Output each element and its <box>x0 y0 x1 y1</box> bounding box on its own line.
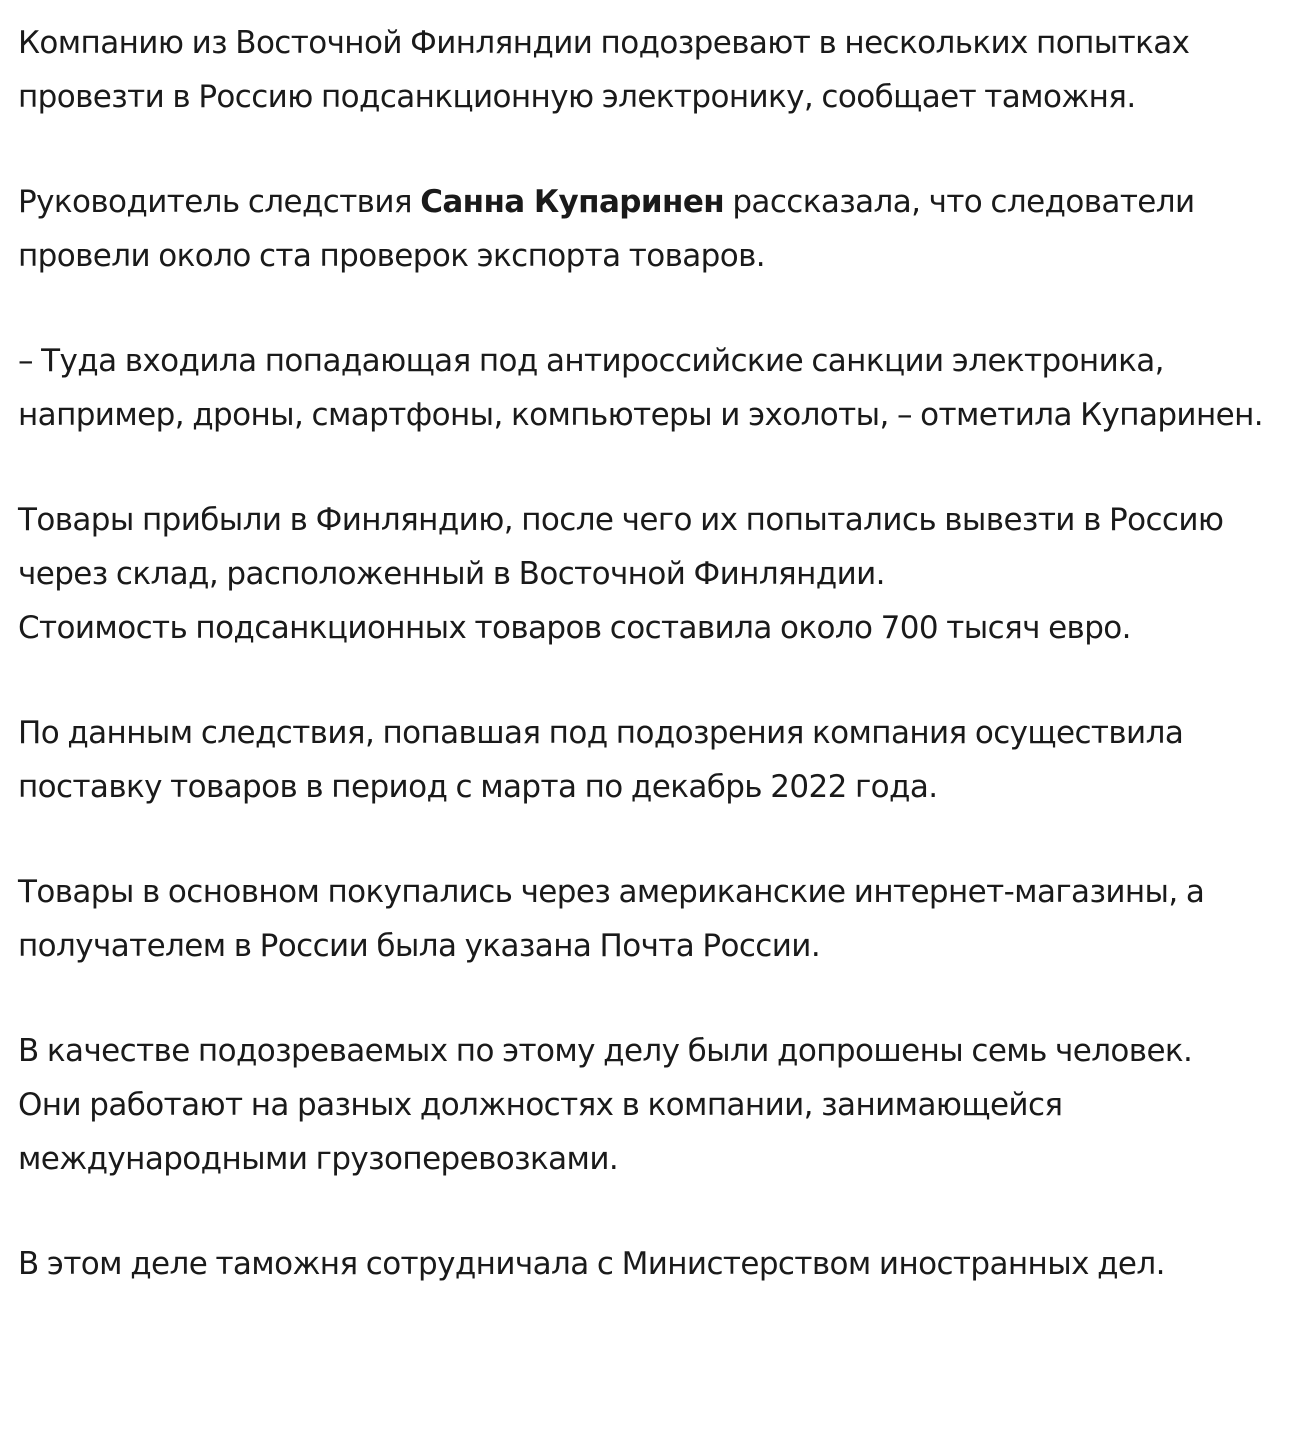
person-name: Санна Купаринен <box>420 184 725 220</box>
paragraph-quote: – Туда входила попадающая под антироссийские санкции электроника, например, дроны, смартфоны, компьютеры и эхолоты, – отметила Купаринен. <box>18 343 1264 433</box>
paragraph-purchase-source: Товары в основном покупались через американские интернет-магазины, а получателем в России была указана Почта России. <box>18 874 1205 964</box>
paragraph-suspects: В качестве подозреваемых по этому делу были допрошены семь человек. <box>18 1033 1193 1069</box>
paragraph-investigation-lead <box>18 175 1298 283</box>
text-after-name: рассказала, что следователи провели около ста проверок экспорта товаров. <box>18 184 1195 274</box>
paragraph-suspects-jobs: Они работают на разных должностях в компании, занимающейся международными грузоперевозками. <box>18 1087 1063 1177</box>
text-before-name: Руководитель следствия <box>18 184 421 220</box>
paragraph-intro: Компанию из Восточной Финляндии подозревают в нескольких попытках провезти в Россию подсанкционную электронику, сообщает таможня. <box>18 25 1190 115</box>
paragraph-delivery-period: По данным следствия, попавшая под подозрения компания осуществила поставку товаров в период с марта по декабрь 2022 года. <box>18 715 1184 805</box>
paragraph-cooperation: В этом деле таможня сотрудничала с Министерством иностранных дел. <box>18 1246 1165 1282</box>
paragraph-goods-route: Товары прибыли в Финляндию, после чего их попытались вывезти в Россию через склад, расположенный в Восточной Финляндии. <box>18 502 1224 592</box>
paragraph-goods-value: Стоимость подсанкционных товаров составила около 700 тысяч евро. <box>18 610 1131 646</box>
